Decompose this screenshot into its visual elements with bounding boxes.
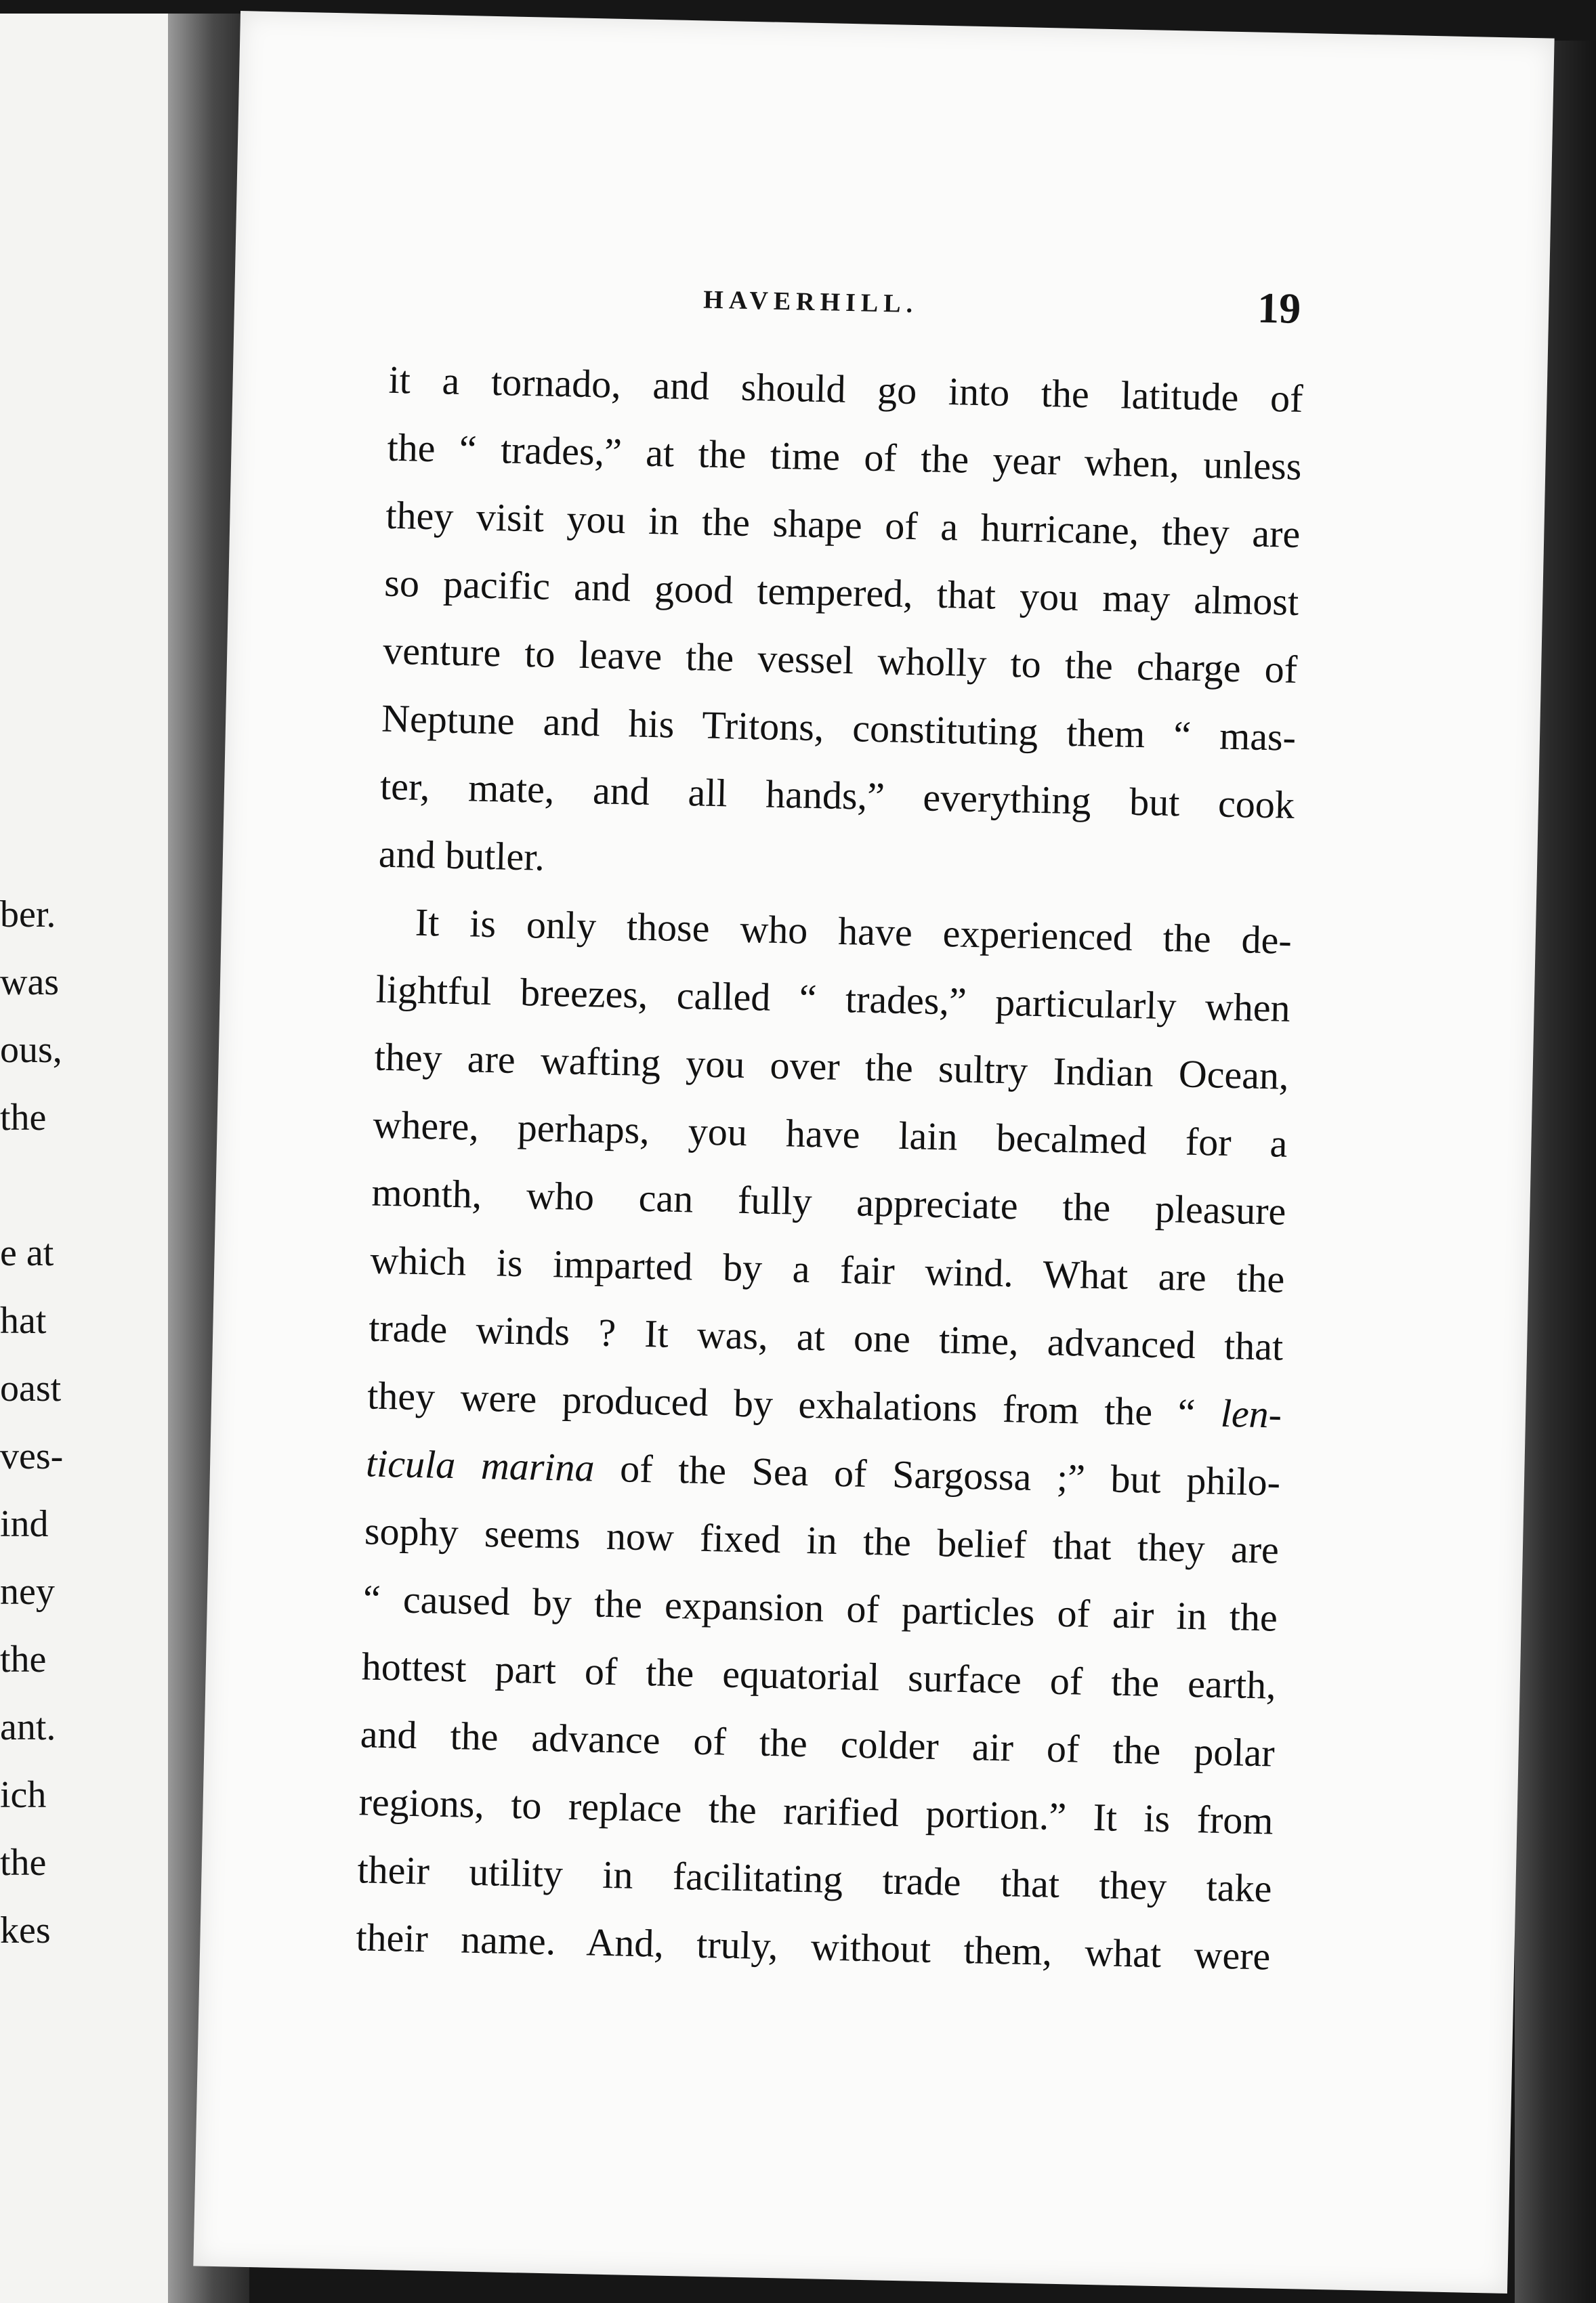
- text-line: hottest part of the equatorial surface of the earth,: [361, 1644, 1277, 1708]
- page-number: 19: [1257, 283, 1301, 333]
- text-line: Neptune and his Tritons, constituting them “ mas-: [381, 696, 1297, 759]
- text-line: they visit you in the shape of a hurricane, they are: [385, 492, 1301, 556]
- running-head: HAVERHILL.: [702, 285, 919, 319]
- text-line: sophy seems now fixed in the belief that they are: [364, 1508, 1280, 1572]
- text-line: which is imparted by a fair wind. What are the: [369, 1238, 1285, 1301]
- text-line: “ caused by the expansion of particles of air in the: [362, 1576, 1278, 1640]
- text-line: trade winds ? It was, at one time, advanced that: [368, 1305, 1284, 1369]
- text-line: month, who can fully appreciate the pleasure: [371, 1170, 1286, 1233]
- text-line: and butler.: [378, 831, 545, 879]
- italic-text-run: len-: [1220, 1391, 1282, 1437]
- text-line: their utility in facilitating trade that they take: [356, 1847, 1273, 1911]
- book-page: [193, 11, 1554, 2294]
- facing-page: ber. was ous, the e at hat oast ves- ind ney the ant. ich the kes: [0, 14, 198, 2303]
- italic-text-run: ticula marina: [365, 1441, 595, 1490]
- text-line: their name. And, truly, without them, what were: [355, 1915, 1271, 1979]
- text-line: regions, to replace the rarified portion.” It is from: [358, 1779, 1274, 1843]
- paragraph-continued: [378, 346, 1303, 907]
- text-run: of the Sea of Sargossa ;” but philo-: [593, 1445, 1281, 1504]
- text-line: lightful breezes, called “ trades,” particularly when: [375, 967, 1291, 1030]
- text-line: the “ trades,” at the time of the year when, unless: [386, 425, 1303, 488]
- text-line: venture to leave the vessel wholly to the charge of: [382, 628, 1298, 692]
- body-text: [356, 346, 1304, 1991]
- text-line: ter, mate, and all hands,” everything but cook: [379, 763, 1295, 827]
- text-line: and the advance of the colder air of the polar: [360, 1712, 1276, 1775]
- text-line: It is only those who have experienced the de-: [415, 900, 1293, 963]
- text-run: they were produced by exhalations from the “: [366, 1373, 1221, 1435]
- text-line: where, perhaps, you have lain becalmed for a: [373, 1102, 1288, 1166]
- paragraph-trade-winds: [356, 888, 1293, 1991]
- text-line: it a tornado, and should go into the latitude of: [388, 357, 1304, 421]
- text-line: they are wafting you over the sultry Indian Ocean,: [374, 1034, 1290, 1098]
- text-line: so pacific and good tempered, that you may almost: [383, 560, 1299, 624]
